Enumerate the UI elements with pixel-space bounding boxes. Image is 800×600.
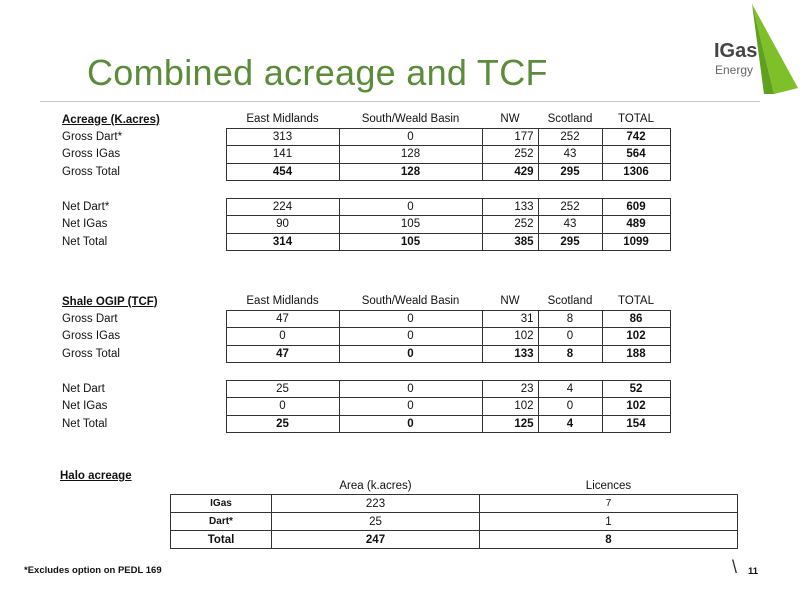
row-label: Net Total <box>62 235 108 248</box>
row-label: Net Total <box>62 417 108 430</box>
cell: 25 <box>226 415 339 433</box>
table-row <box>171 513 738 531</box>
cell: 31 <box>482 310 538 328</box>
cell: 252 <box>482 216 538 234</box>
acreage-header-row <box>58 111 670 128</box>
table-row <box>58 345 670 363</box>
shale-table <box>58 293 671 433</box>
table-row <box>58 128 670 146</box>
cell: 223 <box>272 495 480 513</box>
title-divider <box>40 101 760 102</box>
cell: 4 <box>538 415 602 433</box>
page-title: Combined acreage and TCF <box>87 52 548 93</box>
halo-col-area: Area (k.acres) <box>339 479 412 492</box>
cell: 385 <box>482 233 538 251</box>
table-row <box>58 310 670 328</box>
page-number: 11 <box>748 566 759 577</box>
cell: 0 <box>339 310 482 328</box>
cell: 564 <box>602 146 670 164</box>
cell: 4 <box>538 380 602 398</box>
cell: 0 <box>339 328 482 346</box>
cell: 23 <box>482 380 538 398</box>
table-row <box>58 415 670 433</box>
cell: 47 <box>226 345 339 363</box>
col-nw: NW <box>500 113 520 126</box>
col-total: TOTAL <box>618 295 654 308</box>
col-east-midlands: East Midlands <box>246 295 319 308</box>
row-label: Dart* <box>171 513 272 531</box>
cell: 102 <box>602 328 670 346</box>
row-label: Total <box>171 531 272 549</box>
cell: 314 <box>226 233 339 251</box>
cell: 295 <box>538 163 602 181</box>
row-label: Gross Total <box>62 165 120 178</box>
cell: 429 <box>482 163 538 181</box>
cell: 128 <box>339 163 482 181</box>
cell: 489 <box>602 216 670 234</box>
halo-title: Halo acreage <box>60 470 132 482</box>
cell: 141 <box>226 146 339 164</box>
logo-subtitle: Energy <box>715 63 754 77</box>
cell: 47 <box>226 310 339 328</box>
row-label: Net Dart <box>62 382 105 395</box>
logo <box>712 2 800 94</box>
cell: 313 <box>226 128 339 146</box>
cell: 154 <box>602 415 670 433</box>
row-label: IGas <box>171 495 272 513</box>
shale-header-row <box>58 293 670 310</box>
row-label: Net IGas <box>62 400 108 413</box>
table-row <box>58 163 670 181</box>
cell: 133 <box>482 345 538 363</box>
cell: 105 <box>339 216 482 234</box>
row-label: Gross IGas <box>62 148 121 161</box>
spacer-row <box>58 363 670 381</box>
table-row <box>58 216 670 234</box>
cell: 252 <box>538 128 602 146</box>
cell: 0 <box>538 398 602 416</box>
cell: 8 <box>480 531 738 549</box>
cell: 0 <box>339 380 482 398</box>
halo-corner <box>171 477 272 495</box>
cell: 609 <box>602 198 670 216</box>
cell: 454 <box>226 163 339 181</box>
row-label: Gross Total <box>62 347 120 360</box>
cell: 0 <box>226 398 339 416</box>
cell: 177 <box>482 128 538 146</box>
cell: 252 <box>538 198 602 216</box>
cell: 102 <box>482 328 538 346</box>
logo-name: IGas <box>714 40 758 62</box>
cell: 0 <box>339 198 482 216</box>
row-label: Net Dart* <box>62 200 110 213</box>
cell: 52 <box>602 380 670 398</box>
table-row <box>171 495 738 513</box>
col-total: TOTAL <box>618 113 654 126</box>
cell: 8 <box>538 345 602 363</box>
cell: 0 <box>339 128 482 146</box>
cell: 0 <box>339 415 482 433</box>
acreage-table <box>58 111 671 251</box>
col-scotland: Scotland <box>547 113 593 126</box>
table-row <box>58 398 670 416</box>
table-row <box>58 146 670 164</box>
cell: 188 <box>602 345 670 363</box>
cell: 43 <box>538 146 602 164</box>
row-label: Gross Dart* <box>62 130 123 143</box>
cell: 252 <box>482 146 538 164</box>
slash-divider-icon: \ <box>732 557 738 577</box>
halo-header-row <box>171 477 738 495</box>
halo-col-licences: Licences <box>585 479 632 492</box>
cell: 0 <box>226 328 339 346</box>
cell: 25 <box>226 380 339 398</box>
table-row <box>58 198 670 216</box>
col-nw: NW <box>500 295 520 308</box>
cell: 1 <box>480 513 738 531</box>
cell: 0 <box>538 328 602 346</box>
cell: 43 <box>538 216 602 234</box>
cell: 128 <box>339 146 482 164</box>
cell: 90 <box>226 216 339 234</box>
cell: 7 <box>480 495 738 513</box>
col-scotland: Scotland <box>547 295 593 308</box>
cell: 8 <box>538 310 602 328</box>
cell: 102 <box>482 398 538 416</box>
cell: 133 <box>482 198 538 216</box>
halo-table <box>170 477 738 549</box>
table-row <box>58 233 670 251</box>
shale-header: Shale OGIP (TCF) <box>62 295 158 308</box>
footnote: *Excludes option on PEDL 169 <box>24 565 162 576</box>
cell: 1306 <box>602 163 670 181</box>
table-row <box>58 328 670 346</box>
col-east-midlands: East Midlands <box>246 113 319 126</box>
cell: 224 <box>226 198 339 216</box>
acreage-header: Acreage (K.acres) <box>62 113 160 126</box>
spacer-row <box>58 181 670 199</box>
cell: 1099 <box>602 233 670 251</box>
cell: 0 <box>339 345 482 363</box>
cell: 247 <box>272 531 480 549</box>
cell: 102 <box>602 398 670 416</box>
cell: 125 <box>482 415 538 433</box>
row-label: Net IGas <box>62 218 108 231</box>
table-row <box>58 380 670 398</box>
row-label: Gross IGas <box>62 330 121 343</box>
cell: 742 <box>602 128 670 146</box>
col-south-weald: South/Weald Basin <box>361 113 460 126</box>
cell: 105 <box>339 233 482 251</box>
row-label: Gross Dart <box>62 312 118 325</box>
cell: 0 <box>339 398 482 416</box>
col-south-weald: South/Weald Basin <box>361 295 460 308</box>
cell: 86 <box>602 310 670 328</box>
cell: 25 <box>272 513 480 531</box>
table-row <box>171 531 738 549</box>
cell: 295 <box>538 233 602 251</box>
